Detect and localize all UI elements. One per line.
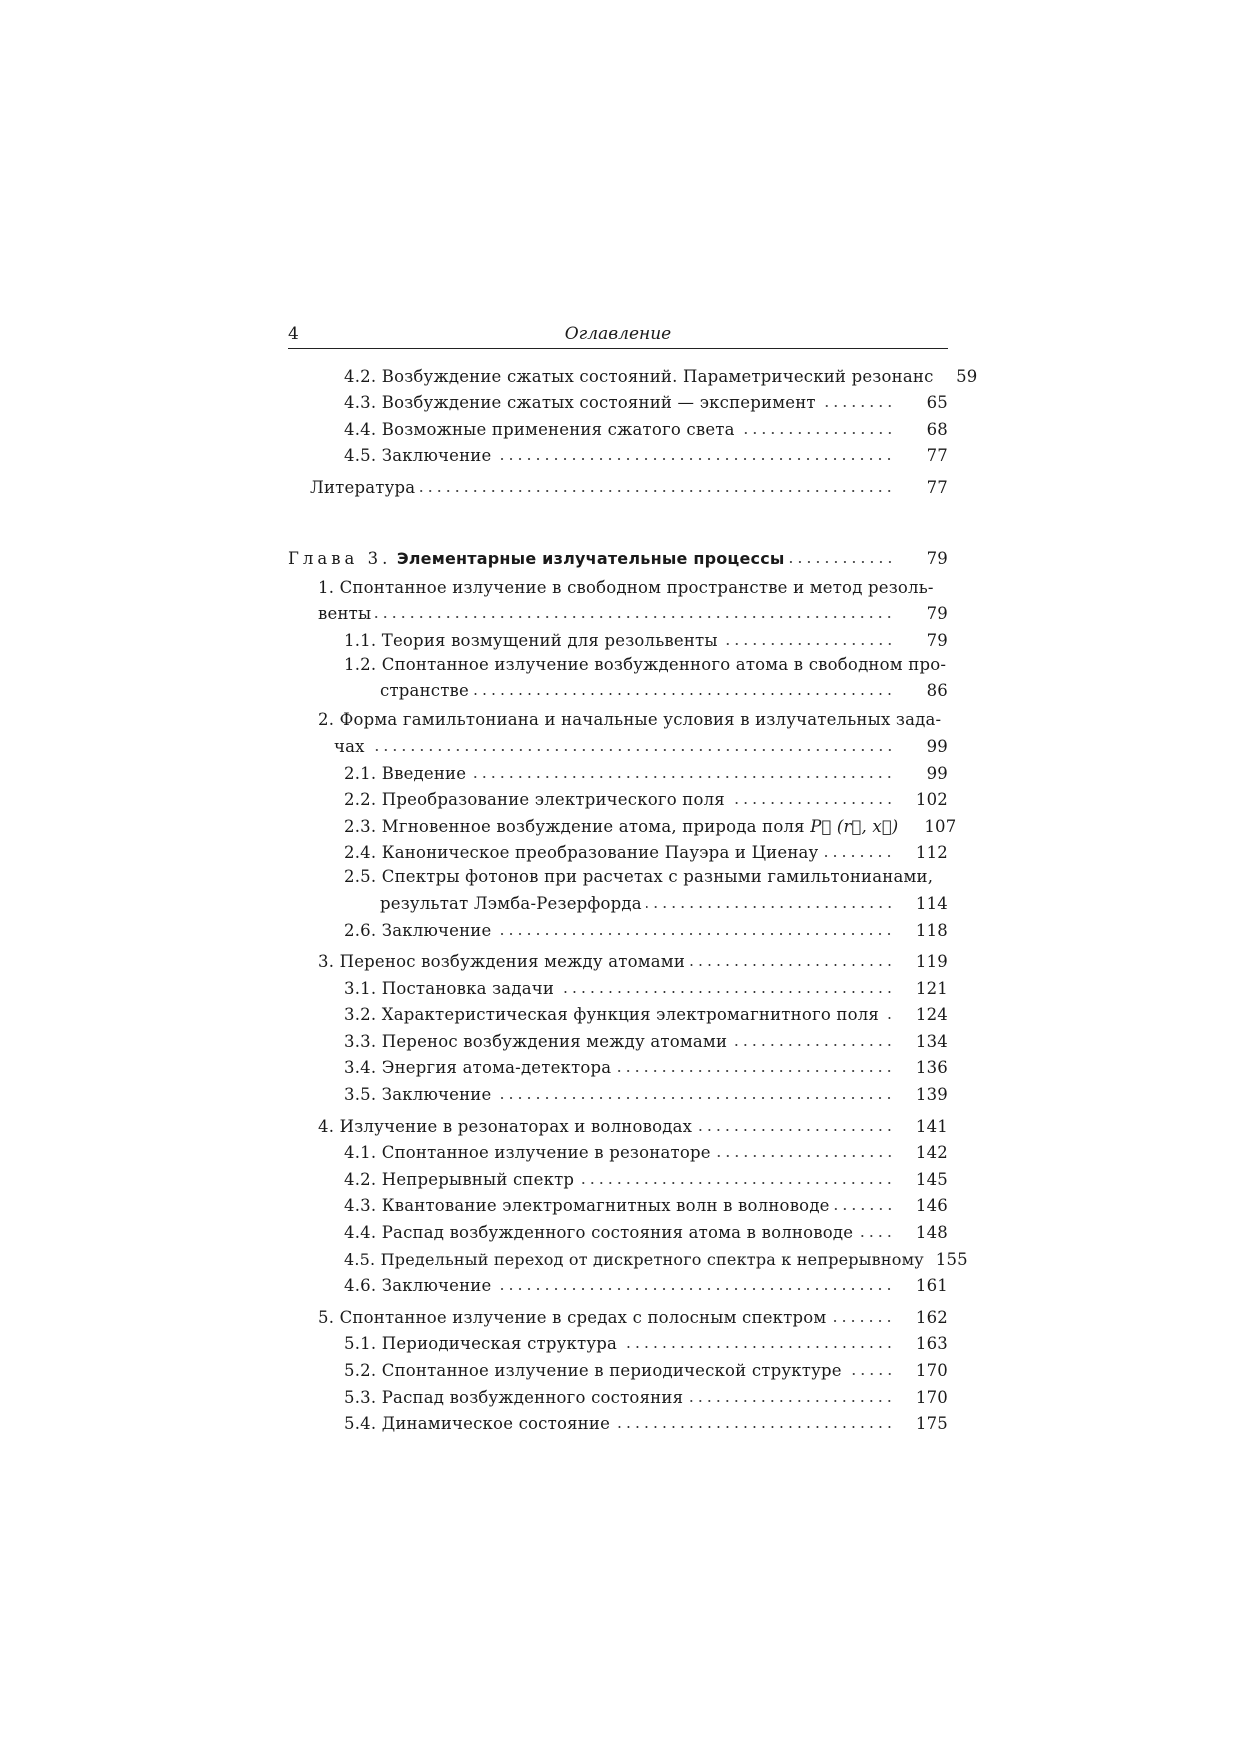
toc-entry-page: 170 (915, 1361, 948, 1380)
toc-entry-title: Энергия атома-детектора (381, 1058, 612, 1078)
dot-leader (729, 802, 894, 804)
toc-entry-number: 2.5. (344, 867, 377, 887)
toc-entry[interactable] (288, 1242, 968, 1269)
toc-entry-number: 1. (318, 577, 335, 597)
toc-entry-number: 2.4. (344, 843, 377, 863)
toc-entry-title: Теория возмущений для резольвенты (381, 630, 718, 650)
toc-entry-page: 141 (915, 1116, 948, 1136)
toc-entry-title: Литература (310, 477, 416, 497)
toc-entry-title-line1: Форма гамильтониана и начальные условия в излучательных зада- (339, 710, 942, 730)
toc-entry-number: 5. (318, 1307, 335, 1327)
dot-leader (495, 1097, 894, 1099)
toc-entry-number: 5.4. (344, 1414, 377, 1434)
toc-entry[interactable] (288, 1269, 948, 1296)
running-header (288, 320, 948, 349)
dot-leader (470, 776, 894, 778)
toc-entry-title: Заключение (381, 1276, 492, 1296)
toc-entry-title: Возможные применения сжатого света (381, 419, 735, 439)
toc-entry-title: Спонтанное излучение в резонаторе (381, 1143, 711, 1163)
toc-entry-page: 161 (915, 1276, 948, 1296)
toc-entry[interactable] (288, 862, 948, 913)
toc-entry-number: 2. (318, 710, 335, 730)
toc-entry-number: 3.5. (344, 1085, 377, 1105)
toc-entry[interactable] (288, 809, 957, 836)
running-title: Оглавление (564, 324, 672, 344)
toc-entry-number: 3.2. (344, 1005, 377, 1025)
toc-entry-title: Предельный переход от дискретного спектра к непрерывному (380, 1249, 924, 1269)
toc-entry-page: 68 (926, 419, 948, 439)
dot-leader (646, 906, 894, 908)
toc-entry-page: 107 (924, 816, 957, 836)
toc-entry-title-line2: чах (334, 736, 365, 756)
toc-section[interactable] (288, 1109, 948, 1136)
toc-entry-title: Спонтанное излучение в периодической структуре (381, 1361, 842, 1380)
toc-entry[interactable] (288, 412, 948, 439)
toc-entry[interactable] (288, 386, 948, 413)
dot-leader (615, 1070, 894, 1072)
toc-entry-title: Перенос возбуждения между атомами (339, 952, 686, 972)
toc-entry[interactable] (288, 1353, 948, 1380)
toc-entry-number: 4. (318, 1116, 335, 1136)
toc-entry[interactable] (288, 623, 948, 650)
toc-entry-page: 124 (915, 1005, 948, 1025)
toc-entry-title: Преобразование электрического поля (381, 790, 725, 810)
toc-entry-title: Мгновенное возбуждение атома, природа поля (381, 816, 805, 836)
dot-leader (830, 1320, 894, 1322)
toc-entry[interactable] (288, 1327, 948, 1354)
toc-entry-number: 4.4. (344, 419, 377, 439)
dot-leader (689, 964, 894, 966)
toc-entry-title: Распад возбужденного состояния атома в волноводе (381, 1223, 854, 1243)
toc-entry-page: 155 (935, 1249, 968, 1269)
toc-entry-page: 170 (915, 1387, 948, 1407)
toc-entry[interactable] (288, 836, 948, 863)
toc-entry-number: 4.3. (344, 1196, 377, 1216)
dot-leader (578, 1182, 894, 1184)
toc-entry[interactable] (288, 1189, 948, 1216)
dot-leader (375, 616, 894, 618)
toc-entry-page: 77 (926, 477, 948, 497)
toc-entry-page: 148 (915, 1223, 948, 1243)
toc-entry-page: 145 (915, 1169, 948, 1189)
toc-entry-page: 79 (926, 630, 948, 650)
dot-leader (495, 933, 894, 935)
toc-entry-title: Каноническое преобразование Пауэра и Циенау (381, 843, 819, 863)
toc-entry-page: 142 (915, 1143, 948, 1163)
toc-entry-number: 5.2. (344, 1361, 377, 1380)
toc-entry[interactable] (288, 1407, 948, 1434)
dot-leader (883, 1017, 894, 1019)
toc-entry-number: 2.3. (344, 816, 377, 836)
toc-entry-page: 65 (926, 393, 948, 413)
toc-entry[interactable] (288, 1051, 948, 1078)
dot-leader (857, 1235, 894, 1237)
formula: P⃗ (r⃗, x⃗) (810, 816, 899, 836)
toc-entry-number: 2.2. (344, 790, 377, 810)
toc-entry-page: 162 (915, 1307, 948, 1327)
dot-leader (715, 1155, 894, 1157)
toc-entry-title: Заключение (381, 1085, 492, 1105)
dot-leader (495, 458, 894, 460)
toc-entry-number: 4.5. (344, 446, 377, 466)
toc-entry-title-line1: Спектры фотонов при расчетах с разными гамильтонианами, (381, 867, 934, 887)
dot-leader (614, 1426, 894, 1428)
toc-entry[interactable] (288, 650, 948, 701)
toc-entry-title-line2: странстве (380, 681, 469, 701)
toc-entry-page: 175 (915, 1414, 948, 1434)
page (288, 320, 978, 1434)
dot-leader (834, 1208, 894, 1210)
toc-entry-number: 2.6. (344, 920, 377, 940)
dot-leader (822, 855, 894, 857)
toc-entry-title: Излучение в резонаторах и волноводах (339, 1116, 693, 1136)
toc-entry-page: 114 (915, 893, 948, 913)
toc-entry-page: 112 (915, 843, 948, 863)
page-number: 4 (288, 324, 299, 344)
toc-entry-page: 99 (926, 736, 948, 756)
toc-entry[interactable] (288, 1215, 948, 1242)
dot-leader (495, 1288, 894, 1290)
dot-leader (687, 1400, 894, 1402)
dot-leader (621, 1346, 894, 1348)
toc-entry-title: Характеристическая функция электромагнитного поля (381, 1005, 880, 1025)
dot-leader (789, 561, 894, 563)
toc-entry-title: Динамическое состояние (381, 1414, 611, 1434)
toc-entry-literature[interactable] (288, 470, 948, 497)
toc-entry-title: Непрерывный спектр (381, 1169, 575, 1189)
toc-entry-number: 3.3. (344, 1031, 377, 1051)
toc-entry-title: Введение (381, 763, 467, 783)
dot-leader (419, 490, 894, 492)
toc-entry[interactable] (288, 1162, 948, 1189)
toc-entry[interactable] (288, 1077, 948, 1104)
toc-entry[interactable] (288, 359, 978, 386)
dot-leader (722, 643, 894, 645)
toc-entry-page: 79 (926, 548, 948, 568)
toc-entry-page: 136 (915, 1058, 948, 1078)
toc-entry-page: 118 (915, 920, 948, 940)
toc-entry-page: 121 (915, 978, 948, 998)
toc-entry-title-line2: результат Лэмба-Резерфорда (380, 893, 642, 913)
toc-entry-number: 5.1. (344, 1334, 377, 1354)
toc-entry-number: 4.4. (344, 1223, 377, 1243)
toc-entry-page: 163 (915, 1334, 948, 1354)
table-of-contents (288, 359, 978, 1434)
toc-entry-title-line1: Спонтанное излучение в свободном пространстве и метод резоль- (339, 577, 934, 597)
toc-entry-page: 102 (915, 790, 948, 810)
dot-leader (473, 693, 894, 695)
dot-leader (739, 432, 894, 434)
toc-chapter[interactable] (288, 541, 948, 568)
toc-entry-number: 4.5. (344, 1249, 376, 1269)
toc-entry-page: 139 (915, 1085, 948, 1105)
toc-entry-number: 3. (318, 952, 335, 972)
dot-leader (558, 991, 894, 993)
dot-leader (820, 405, 894, 407)
toc-entry-title: Постановка задачи (381, 978, 555, 998)
toc-entry-number: 4.6. (344, 1276, 377, 1296)
toc-entry-page: 119 (915, 952, 948, 972)
dot-leader (846, 1373, 894, 1375)
toc-entry[interactable] (288, 1380, 948, 1407)
chapter-title: Элементарные излучательные процессы (396, 548, 785, 568)
toc-entry[interactable] (288, 1136, 948, 1163)
toc-section[interactable] (288, 573, 948, 624)
toc-entry-title: Перенос возбуждения между атомами (381, 1031, 728, 1051)
toc-section[interactable] (288, 945, 948, 972)
toc-entry-page: 146 (915, 1196, 948, 1216)
toc-entry-number: 1.2. (344, 654, 377, 674)
toc-entry-page: 59 (956, 366, 978, 386)
toc-entry-number: 5.3. (344, 1387, 377, 1407)
toc-entry-title: Возбуждение сжатых состояний. Параметрический резонанс (381, 366, 934, 386)
toc-entry-title-line1: Спонтанное излучение возбужденного атома в свободном про- (381, 654, 947, 674)
toc-entry[interactable] (288, 756, 948, 783)
toc-entry-title: Заключение (381, 920, 492, 940)
toc-entry[interactable] (288, 783, 948, 810)
toc-entry[interactable] (288, 1024, 948, 1051)
toc-entry-number: 2.1. (344, 763, 377, 783)
toc-entry-title: Периодическая структура (381, 1334, 618, 1354)
chapter-label: Глава 3. (288, 548, 392, 568)
toc-entry-number: 1.1. (344, 630, 377, 650)
toc-entry-title-line2: венты (318, 604, 372, 624)
toc-entry-title: Спонтанное излучение в средах с полосным спектром (339, 1307, 827, 1327)
toc-entry-title: Возбуждение сжатых состояний — эксперимент (381, 393, 816, 413)
toc-entry-page: 86 (926, 681, 948, 701)
toc-entry[interactable] (288, 913, 948, 940)
toc-entry-number: 3.4. (344, 1058, 377, 1078)
toc-entry-number: 4.2. (344, 1169, 377, 1189)
toc-entry[interactable] (288, 971, 948, 998)
toc-entry-number: 3.1. (344, 978, 377, 998)
toc-entry-title: Заключение (381, 446, 492, 466)
toc-entry-title: Квантование электромагнитных волн в волноводе (381, 1196, 830, 1216)
toc-entry[interactable] (288, 998, 948, 1025)
dot-leader (731, 1044, 894, 1046)
toc-section[interactable] (288, 1300, 948, 1327)
dot-leader (369, 749, 894, 751)
toc-entry-page: 134 (915, 1031, 948, 1051)
toc-entry-page: 99 (926, 763, 948, 783)
toc-section[interactable] (288, 705, 948, 756)
toc-entry-number: 4.3. (344, 393, 377, 413)
toc-entry-page: 79 (926, 604, 948, 624)
toc-entry-title: Распад возбужденного состояния (381, 1387, 684, 1407)
toc-entry-page: 77 (926, 446, 948, 466)
toc-entry-number: 4.1. (344, 1143, 377, 1163)
dot-leader (696, 1129, 894, 1131)
toc-entry-number: 4.2. (344, 366, 377, 386)
toc-entry[interactable] (288, 439, 948, 466)
